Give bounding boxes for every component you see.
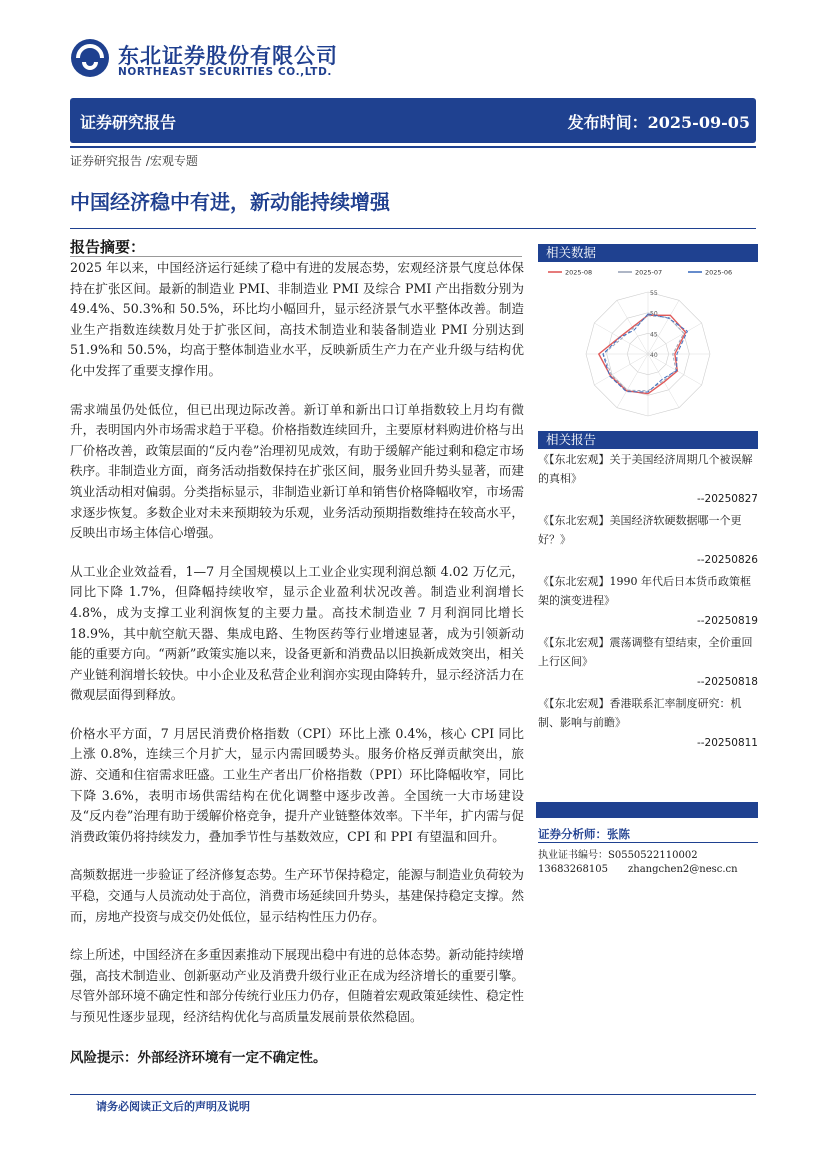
summary-body [70, 258, 524, 1028]
risk-warning: 风险提示：外部经济环境有一定不确定性。 [70, 1050, 327, 1066]
report-type-label: 证券研究报告 [80, 113, 177, 132]
summary-label: 报告摘要： [70, 238, 146, 256]
analyst-phone: 13683268105 [538, 864, 608, 875]
report-link[interactable]: 《【东北宏观】香港联系汇率制度研究：机制、影响与前瞻》 [538, 697, 742, 729]
title-rule [70, 228, 756, 229]
radar-spoke [617, 354, 648, 408]
radar-chart [538, 262, 758, 424]
banner-rule [70, 146, 756, 148]
summary-paragraph: 2025 年以来，中国经济运行延续了稳中有进的发展态势，宏观经济景气度总体保持在扩张区间。最新的制造业 PMI、非制造业 PMI 及综合 PMI 产出指数分别为 49.4%、50.3%和 50.5%，环比均小幅回升，显示经济景气水平整体改善。制造业生产指数连续数月处于扩张区间，高技术制造业和装备制造业 PMI 分别达到 51.9%和 50.5%，均高于整体制造业水平，反映新质生产力在产业升级与结构优化中发挥了重要支撑作用。 [70, 260, 524, 378]
legend-label: 2025-06 [705, 268, 733, 277]
footer-rule [70, 1094, 756, 1095]
report-link[interactable]: 《【东北宏观】震荡调整有望结束，全价重回上行区间》 [538, 636, 753, 668]
radar-tick-label: 45 [650, 331, 658, 339]
radar-tick-label: 40 [650, 352, 658, 359]
radar-tick-label: 50 [650, 310, 658, 318]
summary-paragraph: 高频数据进一步验证了经济修复态势。生产环节保持稳定，能源与制造业负荷较为平稳，交通与人员流动处于高位，消费市场延续回升势头，基建保持稳定支撑。然而，房地产投资与成交仍处低位，显示结构性压力仍存。 [70, 867, 524, 924]
radar-spoke [594, 354, 648, 385]
analyst-name: 证券分析师：张陈 [538, 827, 630, 841]
summary-paragraph: 需求端虽仍处低位，但已出现边际改善。新订单和新出口订单指数较上月均有微升，表明国内外市场需求趋于平稳。价格指数连续回升，主要原材料购进价格与出厂价格改善，政策层面的“反内卷”治理初见成效，有助于缓解产能过剩和稳定市场秩序。非制造业方面，商务活动指数保持在扩张区间，服务业回升势头显著，而建筑业活动相对偏弱。分类指标显示，非制造业新订单和销售价格降幅收窄，市场需求逐步恢复。多数企业对未来预期较为乐观，业务活动预期指数维持在较高水平，反映出市场主体信心增强。 [70, 401, 524, 541]
sidebar-divider-bar [536, 802, 758, 818]
radar-spoke [648, 300, 679, 354]
summary-paragraph: 综上所述，中国经济在多重因素推动下展现出稳中有进的总体态势。新动能持续增强，高技术制造业、创新驱动产业及消费升级行业正在成为经济增长的重要引擎。尽管外部环境不确定性和部分传统行业压力仍存，但随着宏观政策延续性、稳定性与预见性逐步显现，经济结构优化与高质量发展前景依然稳固。 [70, 947, 524, 1024]
report-date: --20250818 [696, 676, 758, 688]
related-reports-header: 相关报告 [538, 431, 758, 449]
company-name-cn: 东北证券股份有限公司 [118, 44, 338, 68]
report-link[interactable]: 《【东北宏观】关于美国经济周期几个被误解的真相》 [538, 453, 753, 485]
report-date: --20250826 [696, 554, 758, 566]
radar-spoke [648, 354, 679, 408]
publish-date: 发布时间：2025-09-05 [567, 113, 750, 132]
summary-paragraph: 价格水平方面，7 月居民消费价格指数（CPI）环比上涨 0.4%，核心 CPI 同比上涨 0.8%，连续三个月扩大，显示内需回暖势头。服务价格反弹贡献突出，旅游、交通和住宿需求旺盛。工业生产者出厂价格指数（PPI）环比降幅收窄，同比下降 3.6%，表明市场供需结构在优化调整中逐步改善。全国统一大市场建设及“反内卷”治理有助于缓解价格竞争，提升产业链整体效率。下半年，扩内需与促消费政策仍将持续发力，叠加季节性与基数效应，CPI 和 PPI 有望温和回升。 [70, 725, 524, 844]
report-date: --20250819 [696, 615, 758, 627]
list-item[interactable] [538, 450, 758, 509]
analyst-email[interactable]: zhangchen2@nesc.cn [628, 864, 738, 875]
summary-paragraph: 从工业企业效益看，1—7 月全国规模以上工业企业实现利润总额 4.02 万亿元，同比下降 1.7%，但降幅持续收窄，显示企业盈利状况改善。制造业利润增长 4.8%，成为支撑工业利润恢复的主要力量。高技术制造业 7 月利润同比增长 18.9%，其中航空航天器、集成电路、生物医药等行业增速显著，成为引领新动能的重要方向。“两新”政策实施以来，设备更新和消费品以旧换新成效突出，相关产业链利润增长较快。中小企业及私营企业利润亦实现由降转升，显示经济活力在微观层面得到释放。 [70, 563, 524, 703]
summary-rule [70, 256, 522, 257]
footer-disclaimer: 请务必阅读正文后的声明及说明 [96, 1100, 250, 1113]
report-date: --20250811 [696, 737, 758, 749]
analyst-rule [538, 842, 758, 843]
list-item[interactable] [538, 694, 758, 753]
report-link[interactable]: 《【东北宏观】美国经济软硬数据哪一个更好？》 [538, 514, 742, 546]
list-item[interactable] [538, 572, 758, 631]
list-item[interactable] [538, 633, 758, 692]
report-date: --20250827 [696, 493, 758, 505]
analyst-cert: 执业证书编号：S0550522110002 [538, 850, 698, 861]
related-data-header: 相关数据 [538, 244, 758, 262]
breadcrumb: 证券研究报告 /宏观专题 [70, 154, 198, 168]
company-logo [70, 38, 110, 78]
page-title: 中国经济稳中有进，新动能持续增强 [70, 190, 390, 214]
legend-label: 2025-07 [635, 268, 663, 277]
list-item[interactable] [538, 511, 758, 570]
company-name-en: NORTHEAST SECURITIES CO.,LTD. [118, 66, 332, 78]
report-link[interactable]: 《【东北宏观】1990 年代后日本货币政策框架的演变进程》 [538, 575, 751, 607]
radar-tick-label: 55 [650, 290, 658, 297]
legend-label: 2025-08 [565, 268, 593, 277]
related-reports-list [538, 450, 758, 755]
